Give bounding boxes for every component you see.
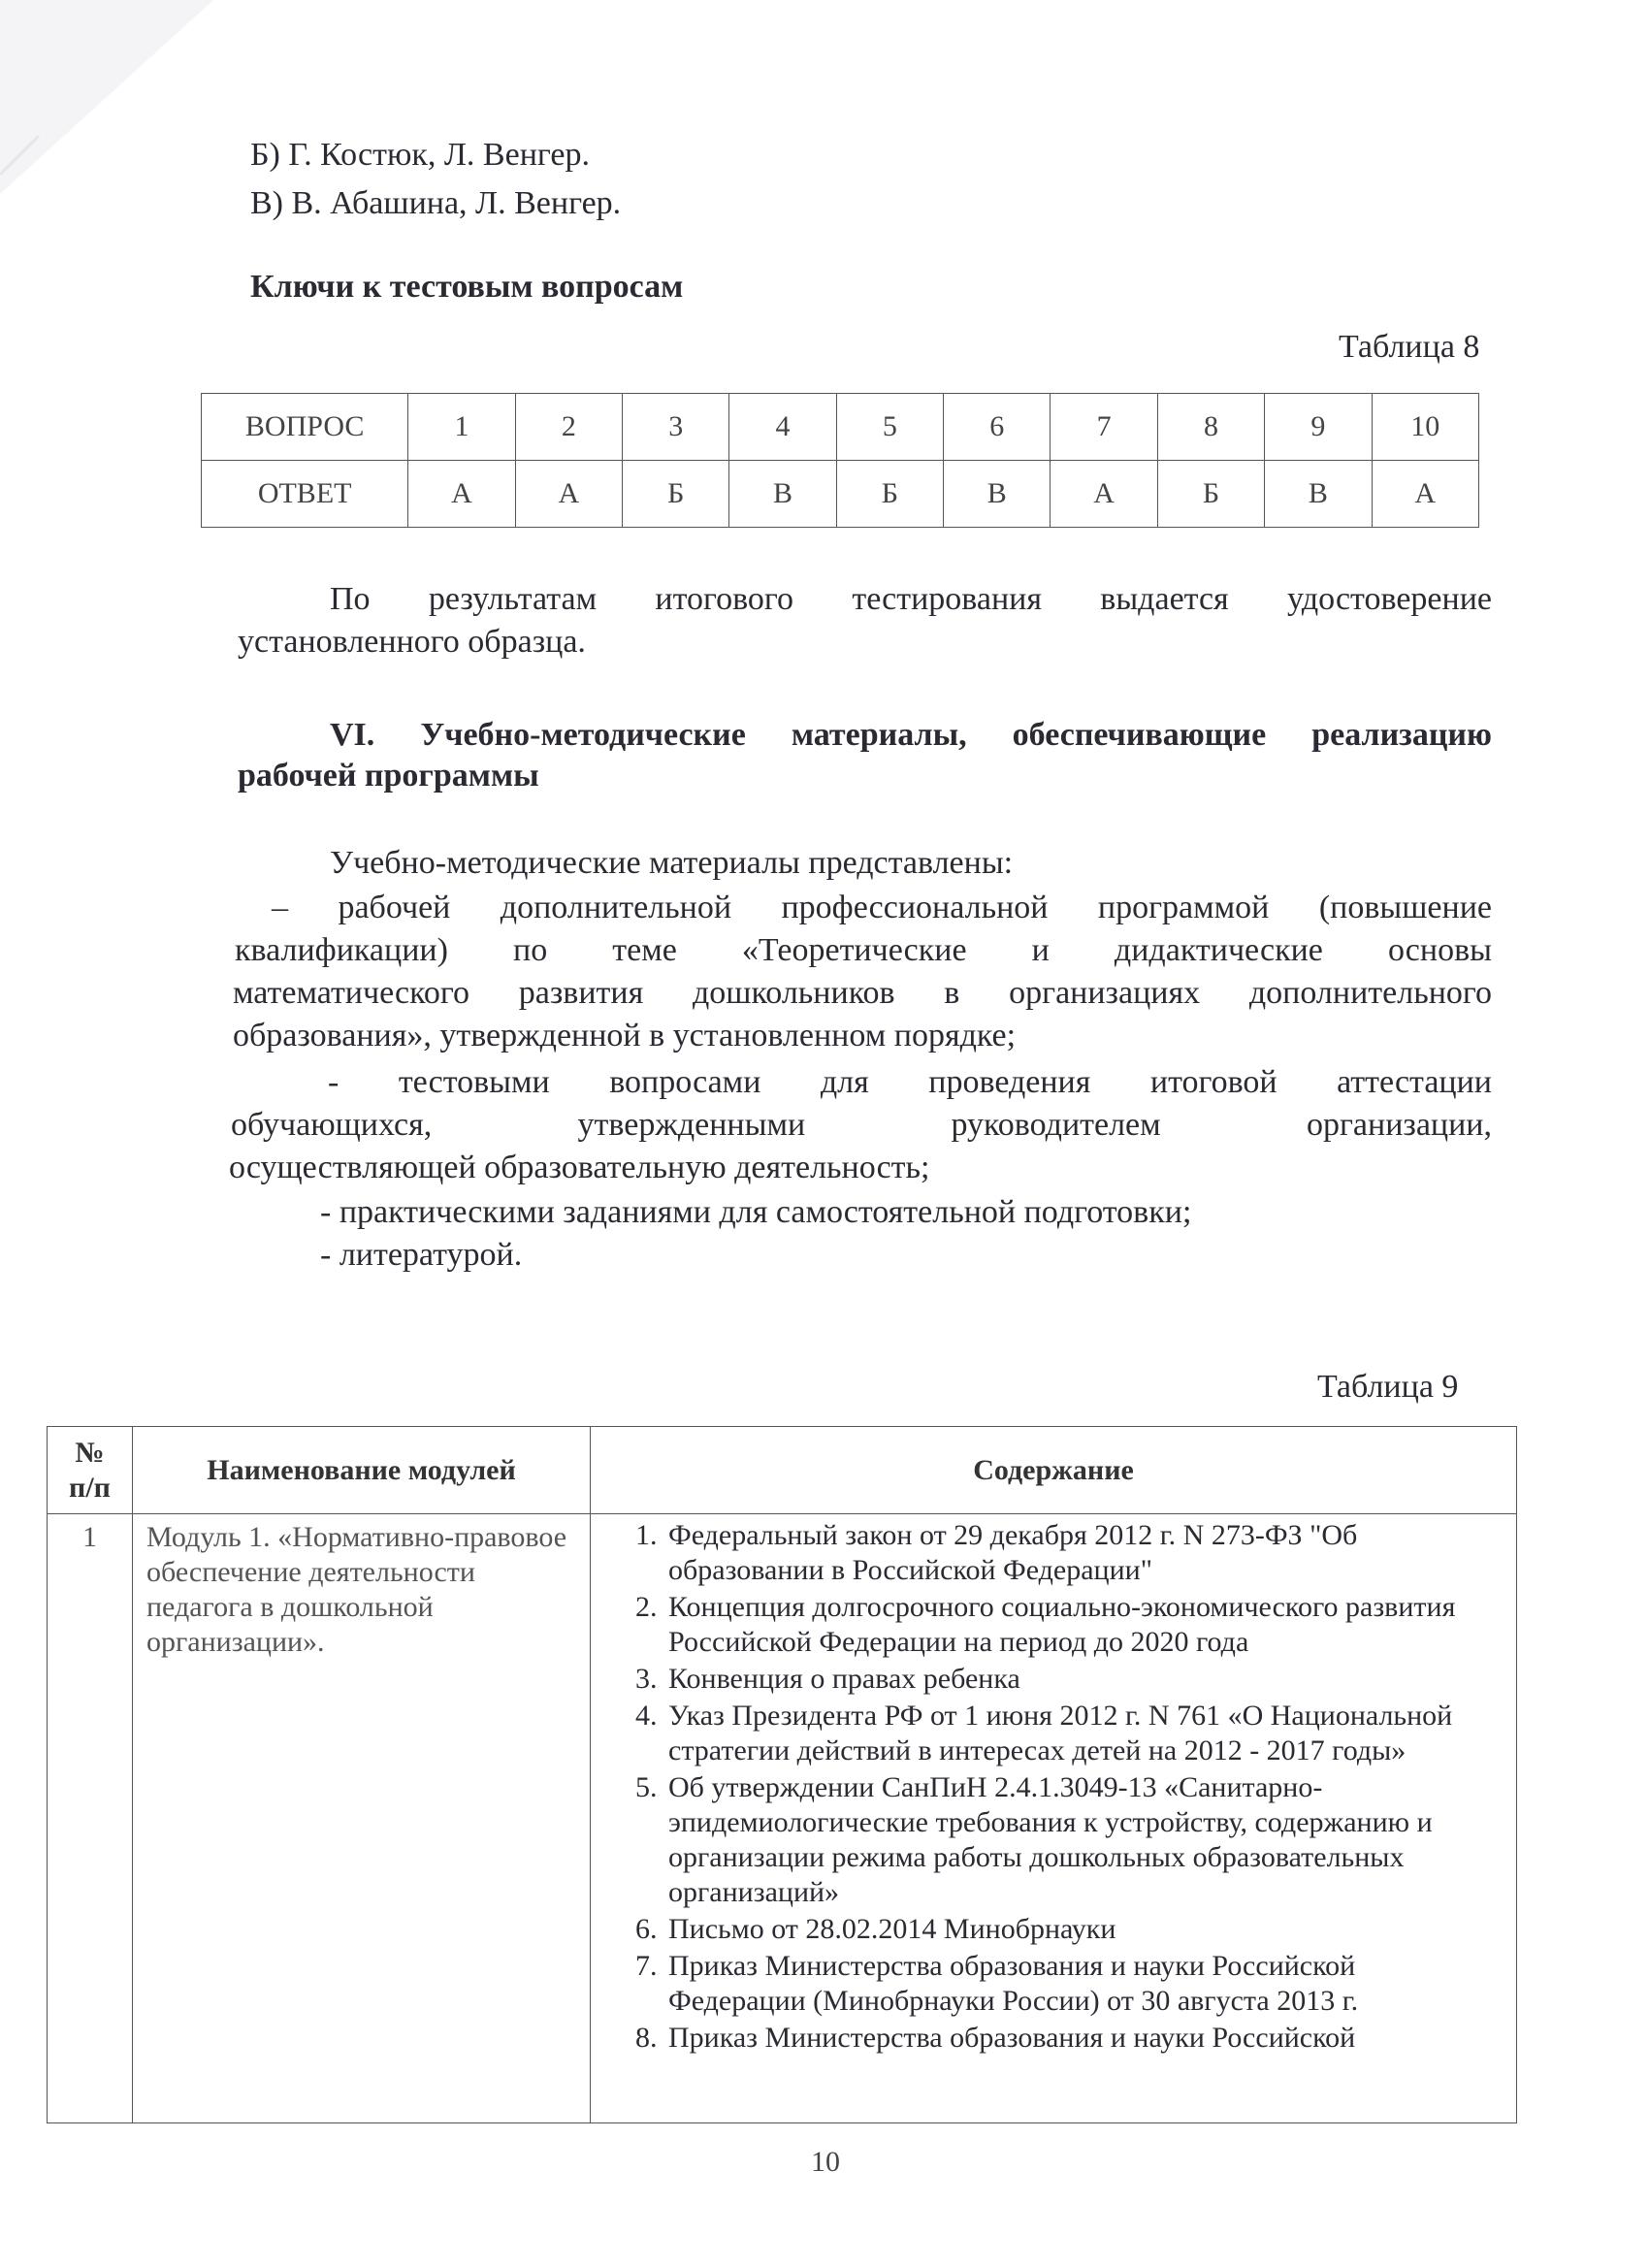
question-cell: 1 [408, 394, 515, 461]
answer-cell: В [1265, 461, 1372, 528]
result-paragraph-line2: установленного образца. [238, 624, 586, 660]
page-number: 10 [811, 2146, 840, 2178]
answer-cell: В [729, 461, 836, 528]
answer-cell: А [1372, 461, 1478, 528]
materials-intro: Учебно-методические материалы представлены: [330, 845, 1014, 881]
reference-list [610, 1518, 1487, 2056]
answer-row [202, 461, 1479, 528]
materials-item1-line3: математического развития дошкольников в организациях дополнительного [233, 975, 1492, 1011]
materials-item4: - литературой. [320, 1237, 523, 1273]
question-row [202, 394, 1479, 461]
option-b: Б) Г. Костюк, Л. Венгер. [250, 137, 590, 173]
answer-cell: Б [1157, 461, 1264, 528]
row-number: 1 [48, 1514, 133, 2123]
question-cell: 3 [623, 394, 729, 461]
header-number [48, 1427, 133, 1514]
answer-cell: Б [836, 461, 943, 528]
header-content: Содержание [591, 1427, 1517, 1514]
materials-item1-line1: – рабочей дополнительной профессиональной программой (повышение [272, 890, 1492, 925]
answer-cell: В [944, 461, 1051, 528]
materials-item1-line4: образования», утвержденной в установленном порядке; [233, 1018, 1017, 1053]
modules-table [47, 1426, 1517, 2123]
section-title-line1: VI. Учебно-методические материалы, обеспечивающие реализацию [330, 717, 1492, 753]
question-cell: 8 [1157, 394, 1264, 461]
reference-item: 8. Приказ Министерства образования и науки Российской [664, 2021, 1487, 2056]
answer-cell: Б [623, 461, 729, 528]
question-cell: 2 [515, 394, 622, 461]
section-title-line2: рабочей программы [238, 758, 539, 794]
reference-item: 1. Федеральный закон от 29 декабря 2012 г. N 273-ФЗ "Об образовании в Российской Федерации" [664, 1518, 1487, 1588]
question-cell: 6 [944, 394, 1051, 461]
header-number-sign: № [75, 1436, 105, 1469]
reference-item: 2. Концепция долгосрочного социально-экономического развития Российской Федерации на период до 2020 года [664, 1590, 1487, 1660]
reference-item: 3. Конвенция о правах ребенка [664, 1662, 1487, 1697]
result-paragraph-line1: По результатам итогового тестирования выдается удостоверение [330, 581, 1492, 617]
answer-row-label: ОТВЕТ [202, 461, 408, 528]
question-cell: 5 [836, 394, 943, 461]
question-cell: 9 [1265, 394, 1372, 461]
materials-item2-line2: обучающихся, утвержденными руководителем организации, [231, 1107, 1492, 1143]
reference-item: 5. Об утверждении СанПиН 2.4.1.3049-13 «Санитарно-эпидемиологические требования к устройству, содержанию и организации режима работы дошкольных образовательных организаций» [664, 1770, 1487, 1910]
question-cell: 10 [1372, 394, 1478, 461]
answer-cell: А [408, 461, 515, 528]
header-module-name: Наименование модулей [133, 1427, 591, 1514]
module-content [591, 1514, 1517, 2123]
modules-table-header [48, 1427, 1517, 1514]
materials-item3: - практическими заданиями для самостоятельной подготовки; [320, 1194, 1192, 1230]
question-cell: 7 [1051, 394, 1157, 461]
answer-cell: А [1051, 461, 1157, 528]
table9-caption: Таблица 9 [1317, 1369, 1459, 1405]
reference-item: 7. Приказ Министерства образования и науки Российской Федерации (Минобрнауки России) от 30 августа 2013 г. [664, 1949, 1487, 2019]
table8-caption: Таблица 8 [1339, 329, 1480, 365]
table-row [48, 1514, 1517, 2123]
answer-key-table [201, 393, 1479, 528]
keys-heading: Ключи к тестовым вопросам [250, 269, 684, 305]
answer-cell: А [515, 461, 622, 528]
option-c: В) В. Абашина, Л. Венгер. [250, 185, 622, 221]
reference-item: 6. Письмо от 28.02.2014 Минобрнауки [664, 1912, 1487, 1947]
question-cell: 4 [729, 394, 836, 461]
question-row-label: ВОПРОС [202, 394, 408, 461]
materials-item2-line3: осуществляющей образовательную деятельность; [229, 1150, 930, 1185]
reference-item: 4. Указ Президента РФ от 1 июня 2012 г. N 761 «О Национальной стратегии действий в интересах детей на 2012 - 2017 годы» [664, 1699, 1487, 1768]
header-number-pp: п/п [69, 1471, 111, 1504]
materials-item1-line2: квалификации) по теме «Теоретические и дидактические основы [235, 932, 1492, 968]
module-name: Модуль 1. «Нормативно-правовое обеспечение деятельности педагога в дошкольной организации». [133, 1514, 591, 2123]
materials-item2-line1: - тестовыми вопросами для проведения итоговой аттестации [328, 1064, 1492, 1100]
